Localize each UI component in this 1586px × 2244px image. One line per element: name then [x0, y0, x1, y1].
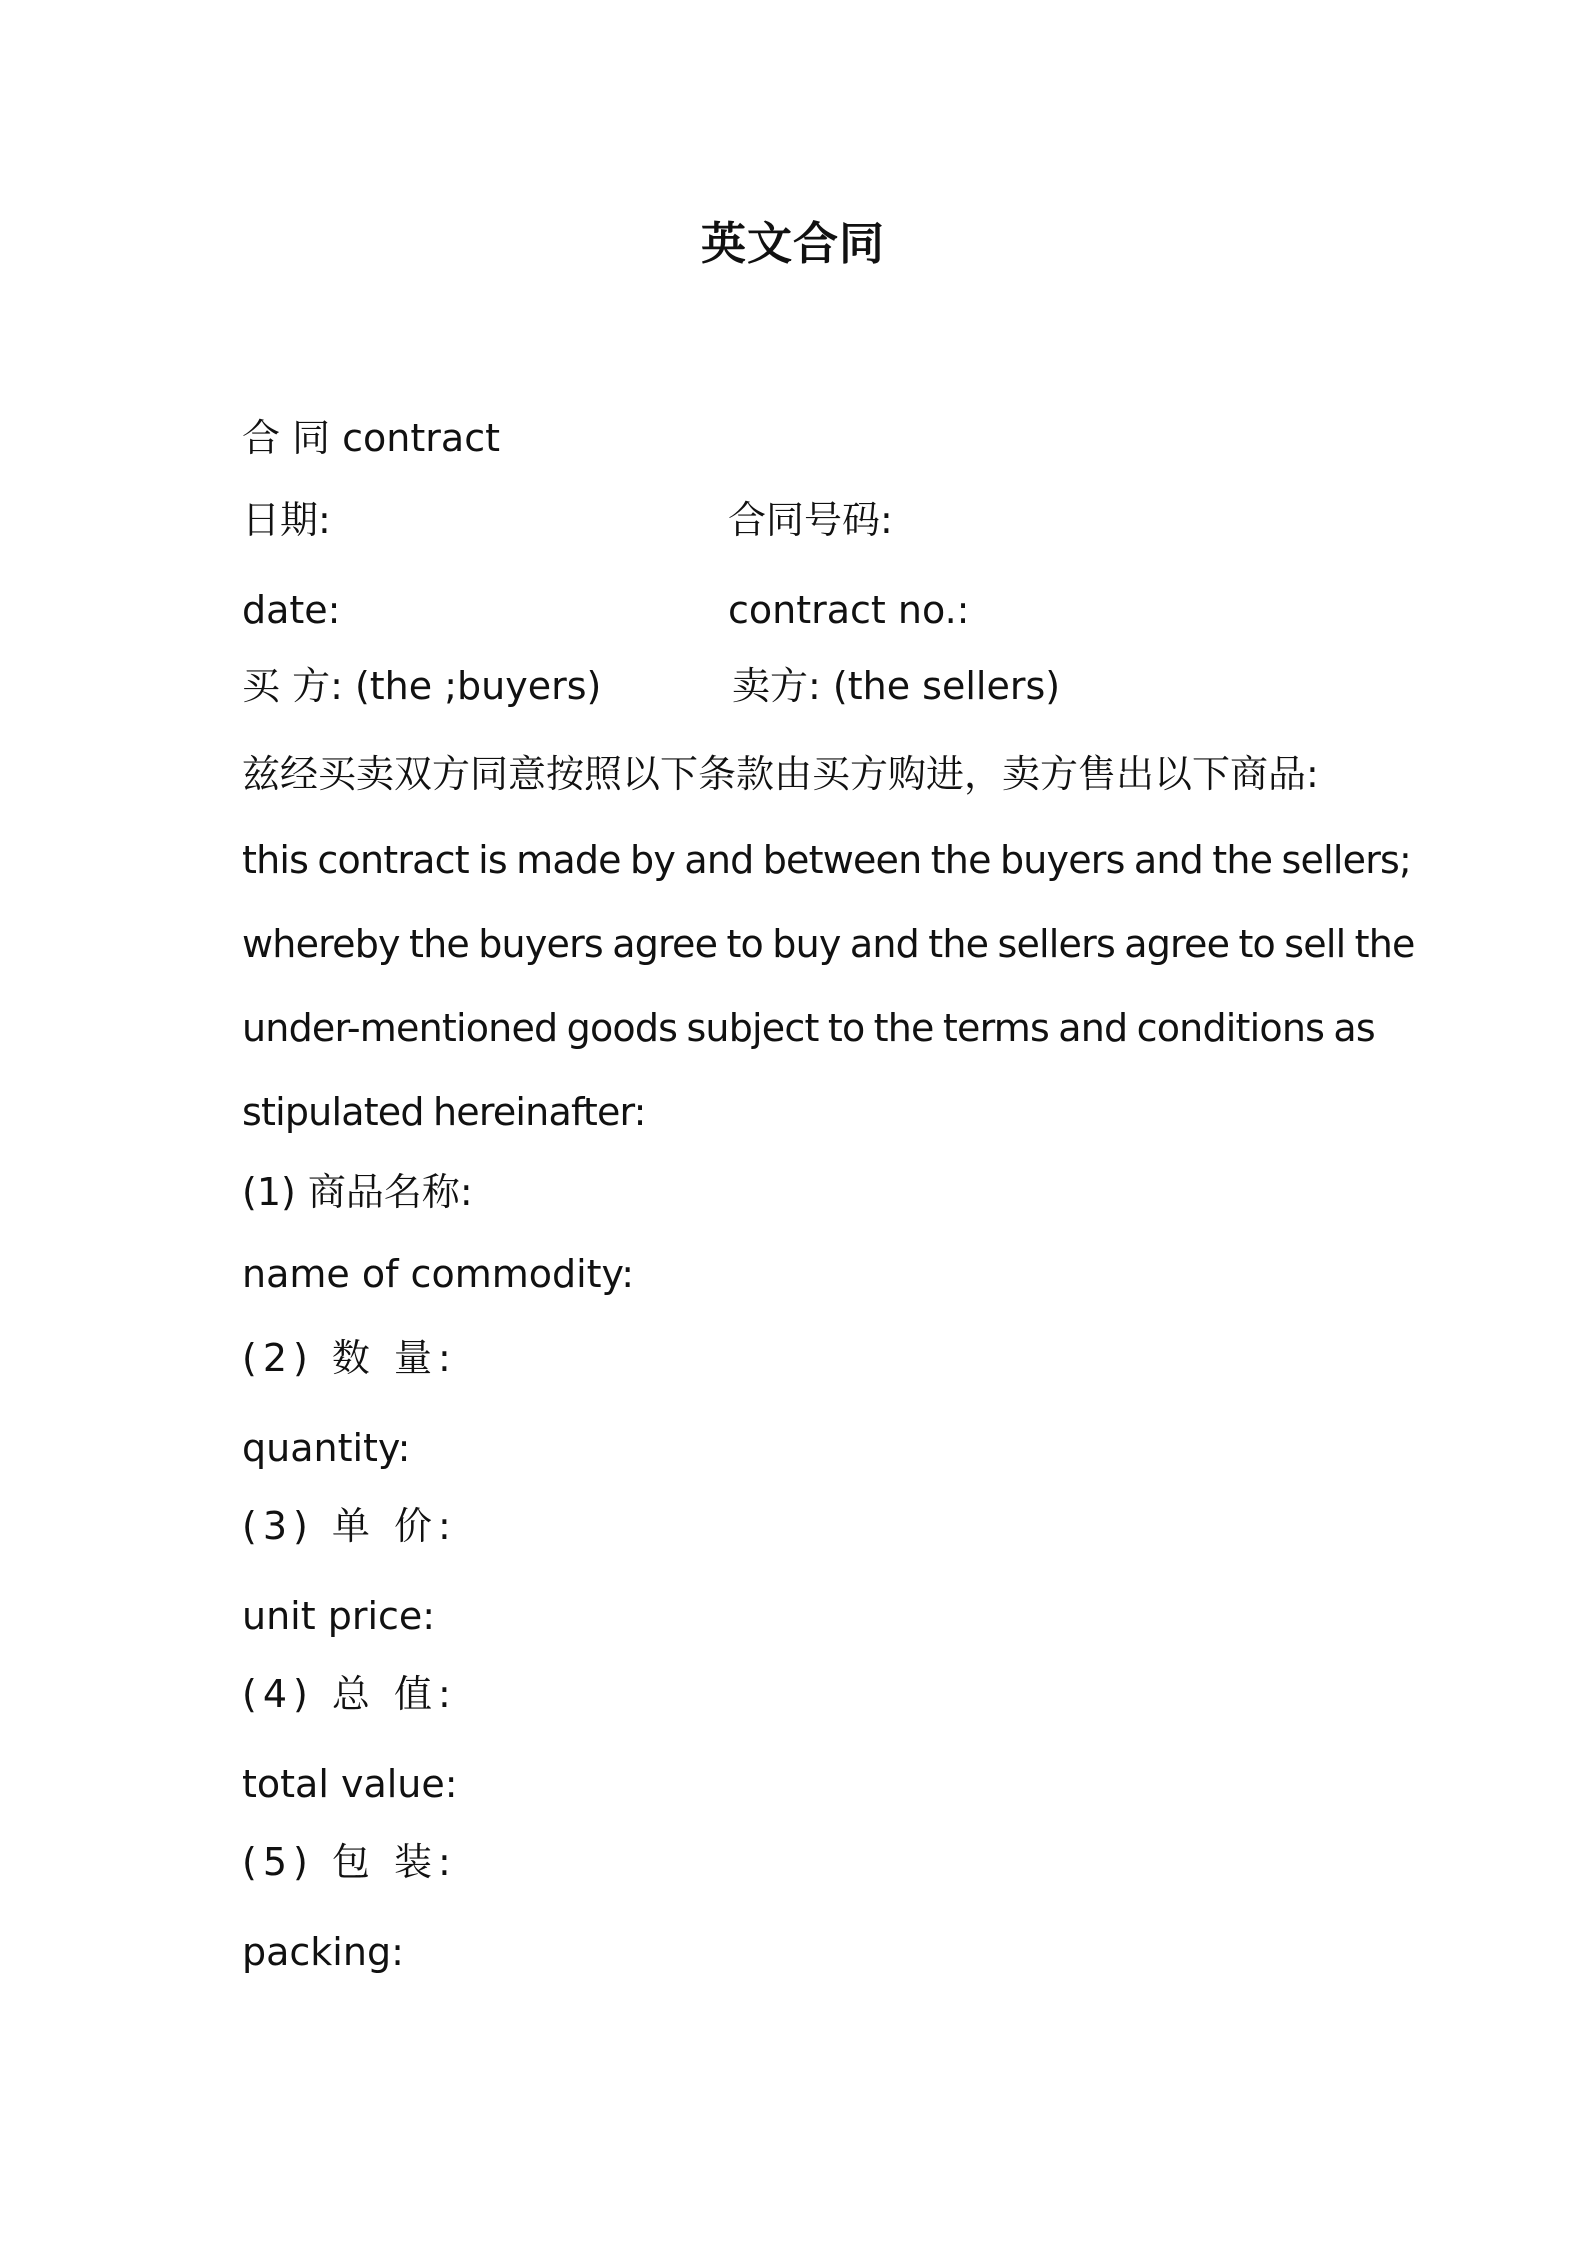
item-commodity-cn: (1) 商品名称: [242, 1170, 473, 1214]
item-packing-cn: (5) 包 装: [242, 1840, 457, 1884]
item-quantity-cn: (2) 数 量: [242, 1336, 457, 1380]
item-packing-en: packing: [242, 1930, 404, 1974]
intro-line: under-mentioned goods subject to the terms and conditions as [242, 1006, 1375, 1050]
document-title: 英文合同 [700, 217, 885, 270]
intro-text-cn: 兹经买卖双方同意按照以下条款由买方购进，卖方售出以下商品: [242, 752, 1319, 796]
intro-text-en [242, 818, 1415, 1154]
item-unit-price-en: unit price: [242, 1594, 436, 1638]
item-total-value-cn: (4) 总 值: [242, 1672, 457, 1716]
contract-heading: 合 同 contract [242, 416, 500, 460]
item-total-value-en: total value: [242, 1762, 458, 1806]
intro-line: stipulated hereinafter: [242, 1090, 646, 1134]
contract-no-label-en: contract no.: [728, 588, 970, 632]
seller-label: 卖方: (the sellers) [732, 664, 1061, 708]
intro-line: whereby the buyers agree to buy and the sellers agree to sell the [242, 922, 1415, 966]
item-quantity-en: quantity: [242, 1426, 411, 1470]
contract-no-label-cn: 合同号码: [728, 498, 893, 542]
intro-line: this contract is made by and between the buyers and the sellers; [242, 838, 1412, 882]
item-commodity-en: name of commodity: [242, 1252, 635, 1296]
date-label-cn: 日期: [242, 498, 331, 542]
item-unit-price-cn: (3) 单 价: [242, 1504, 457, 1548]
date-label-en: date: [242, 588, 341, 632]
buyer-label: 买 方: (the ;buyers) [242, 664, 602, 708]
